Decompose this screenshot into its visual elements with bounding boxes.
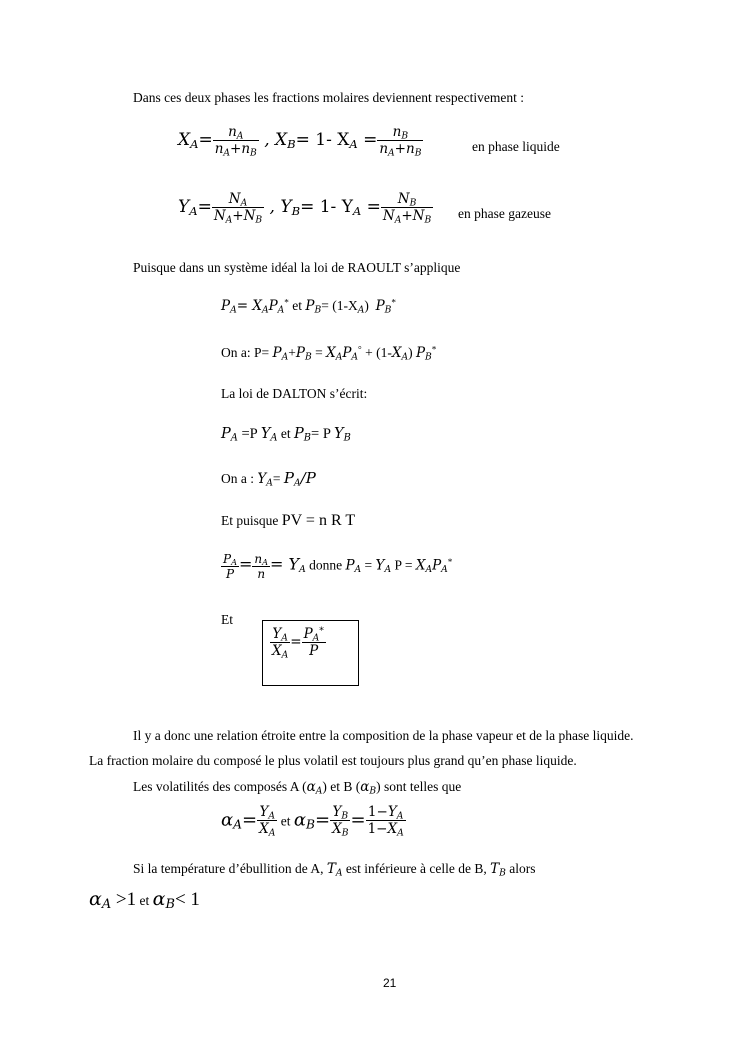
paragraph-volatile: La fraction molaire du composé le plus volatil est toujours plus grand qu’en phase liquide. — [89, 753, 577, 768]
raoult-intro: Puisque dans un système idéal la loi de RAOULT s’applique — [133, 260, 461, 275]
mole-fraction-equation: On a : $Y_A= P_A/P$ — [221, 469, 316, 489]
et-label: Et — [221, 612, 233, 627]
equation-gas: $Y_A=$ $\frac{N_A}{N_A+N_B}$ , $Y_B= 1-$ $Y_A$ = $\frac{N_B}{N_A+N_B}$ — [178, 191, 432, 226]
fraction-equation: $\frac{P_A}{P}$ = $\frac{n_A}{n}$ = $Y_A$ donne $P_A = Y_A$ $P = X_AP_A^*$ — [223, 552, 453, 581]
label-gas: en phase gazeuse — [458, 206, 551, 221]
dalton-intro: La loi de DALTON s’écrit: — [221, 386, 368, 401]
boxed-formula: $\frac{Y_A}{X_A}$ = $\frac{P_A^*}{P}$ — [272, 625, 324, 661]
raoult-equation: $P_A= X_AP_A^*$ et $P_B= (1-X_A)$ $P_B^*$ — [221, 297, 397, 316]
conclusion-inequality: $\alpha_A >1$ et $\alpha_B< 1$ — [89, 888, 200, 913]
page-number: 21 — [383, 976, 397, 990]
total-pressure-equation: On a: $P= P_A+P_B = X_AP_A^\circ + (1-X_A)$ $P_B^*$ — [221, 344, 437, 363]
paragraph-temperature: Si la température d’ébullition de A, $T_A$ est inférieure à celle de B, $T_B$ alors — [133, 861, 536, 879]
equation-liquid: $X_A=$ $\frac{n_A}{n_A+n_B}$ , $X_B= 1-$ $X_A$ = $\frac{n_B}{n_A+n_B}$ — [178, 124, 422, 159]
label-liquid: en phase liquide — [472, 139, 560, 154]
paragraph-volatility: Les volatilités des composés A $(\alpha_A)$ et B $(\alpha_B)$ sont telles que — [133, 779, 462, 797]
volatility-equation: $\alpha_A=$ $\frac{Y_A}{X_A}$ et $\alpha_B=$ $\frac{Y_B}{X_B}$ = $\frac{1-Y_A}{1-X_A}$ — [221, 804, 404, 839]
intro-text: Dans ces deux phases les fractions molaires deviennent respectivement : — [133, 90, 524, 105]
paragraph-relation: Il y a donc une relation étroite entre la composition de la phase vapeur et de la phase liquide. — [133, 728, 634, 743]
ideal-gas-line: Et puisque PV = n R T — [221, 512, 356, 529]
dalton-equation: $P_A =P$ $Y_A$ et $P_B= P$ $Y_B$ — [221, 426, 351, 444]
